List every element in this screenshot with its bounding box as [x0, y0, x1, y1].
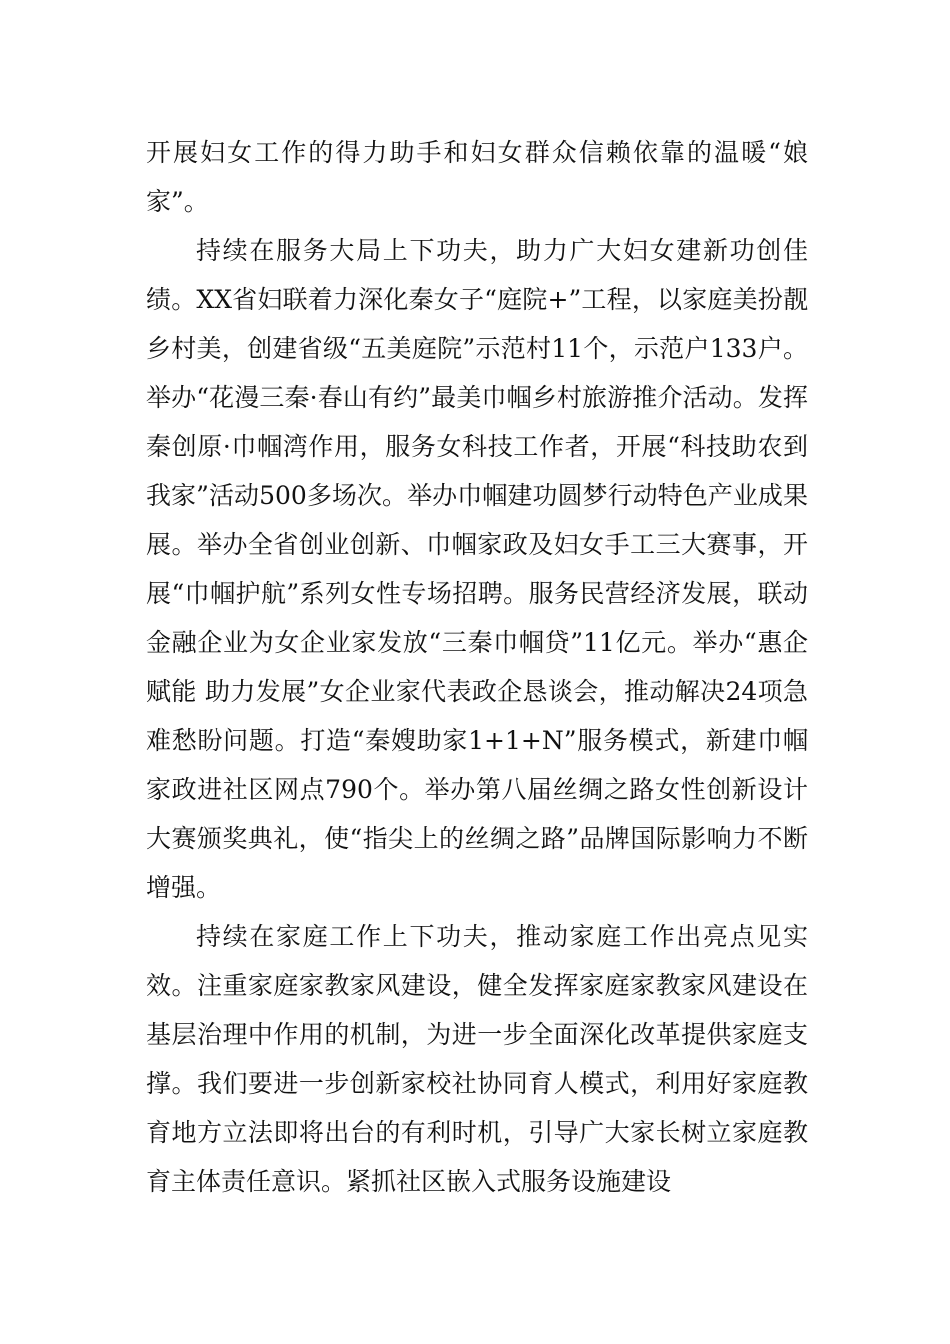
paragraph-3: 持续在家庭工作上下功夫，推动家庭工作出亮点见实效。注重家庭家教家风建设，健全发挥家庭家教家风建设在基层治理中作用的机制，为进一步全面深化改革提供家庭支撑。我们要进一步创新家校社协同育人模式，利用好家庭教育地方立法即将出台的有利时机，引导广大家长树立家庭教育主体责任意识。紧抓社区嵌入式服务设施建设 — [146, 922, 808, 1196]
paragraph-1: 开展妇女工作的得力助手和妇女群众信赖依靠的温暖“娘家”。 — [146, 138, 808, 216]
paragraph-2: 持续在服务大局上下功夫，助力广大妇女建新功创佳绩。XX省妇联着力深化秦女子“庭院+”工程，以家庭美扮靓乡村美，创建省级“五美庭院”示范村11个，示范户133户。举办“花漫三秦·春山有约”最美巾帼乡村旅游推介活动。发挥秦创原·巾帼湾作用，服务女科技工作者，开展“科技助农到我家”活动500多场次。举办巾帼建功圆梦行动特色产业成果展。举办全省创业创新、巾帼家政及妇女手工三大赛事，开展“巾帼护航”系列女性专场招聘。服务民营经济发展，联动金融企业为女企业家发放“三秦巾帼贷”11亿元。举办“惠企赋能 助力发展”女企业家代表政企恳谈会，推动解决24项急难愁盼问题。打造“秦嫂助家1+1+N”服务模式，新建巾帼家政进社区网点790个。举办第八届丝绸之路女性创新设计大赛颁奖典礼，使“指尖上的丝绸之路”品牌国际影响力不断增强。 — [146, 236, 808, 902]
body-text — [146, 128, 808, 1206]
